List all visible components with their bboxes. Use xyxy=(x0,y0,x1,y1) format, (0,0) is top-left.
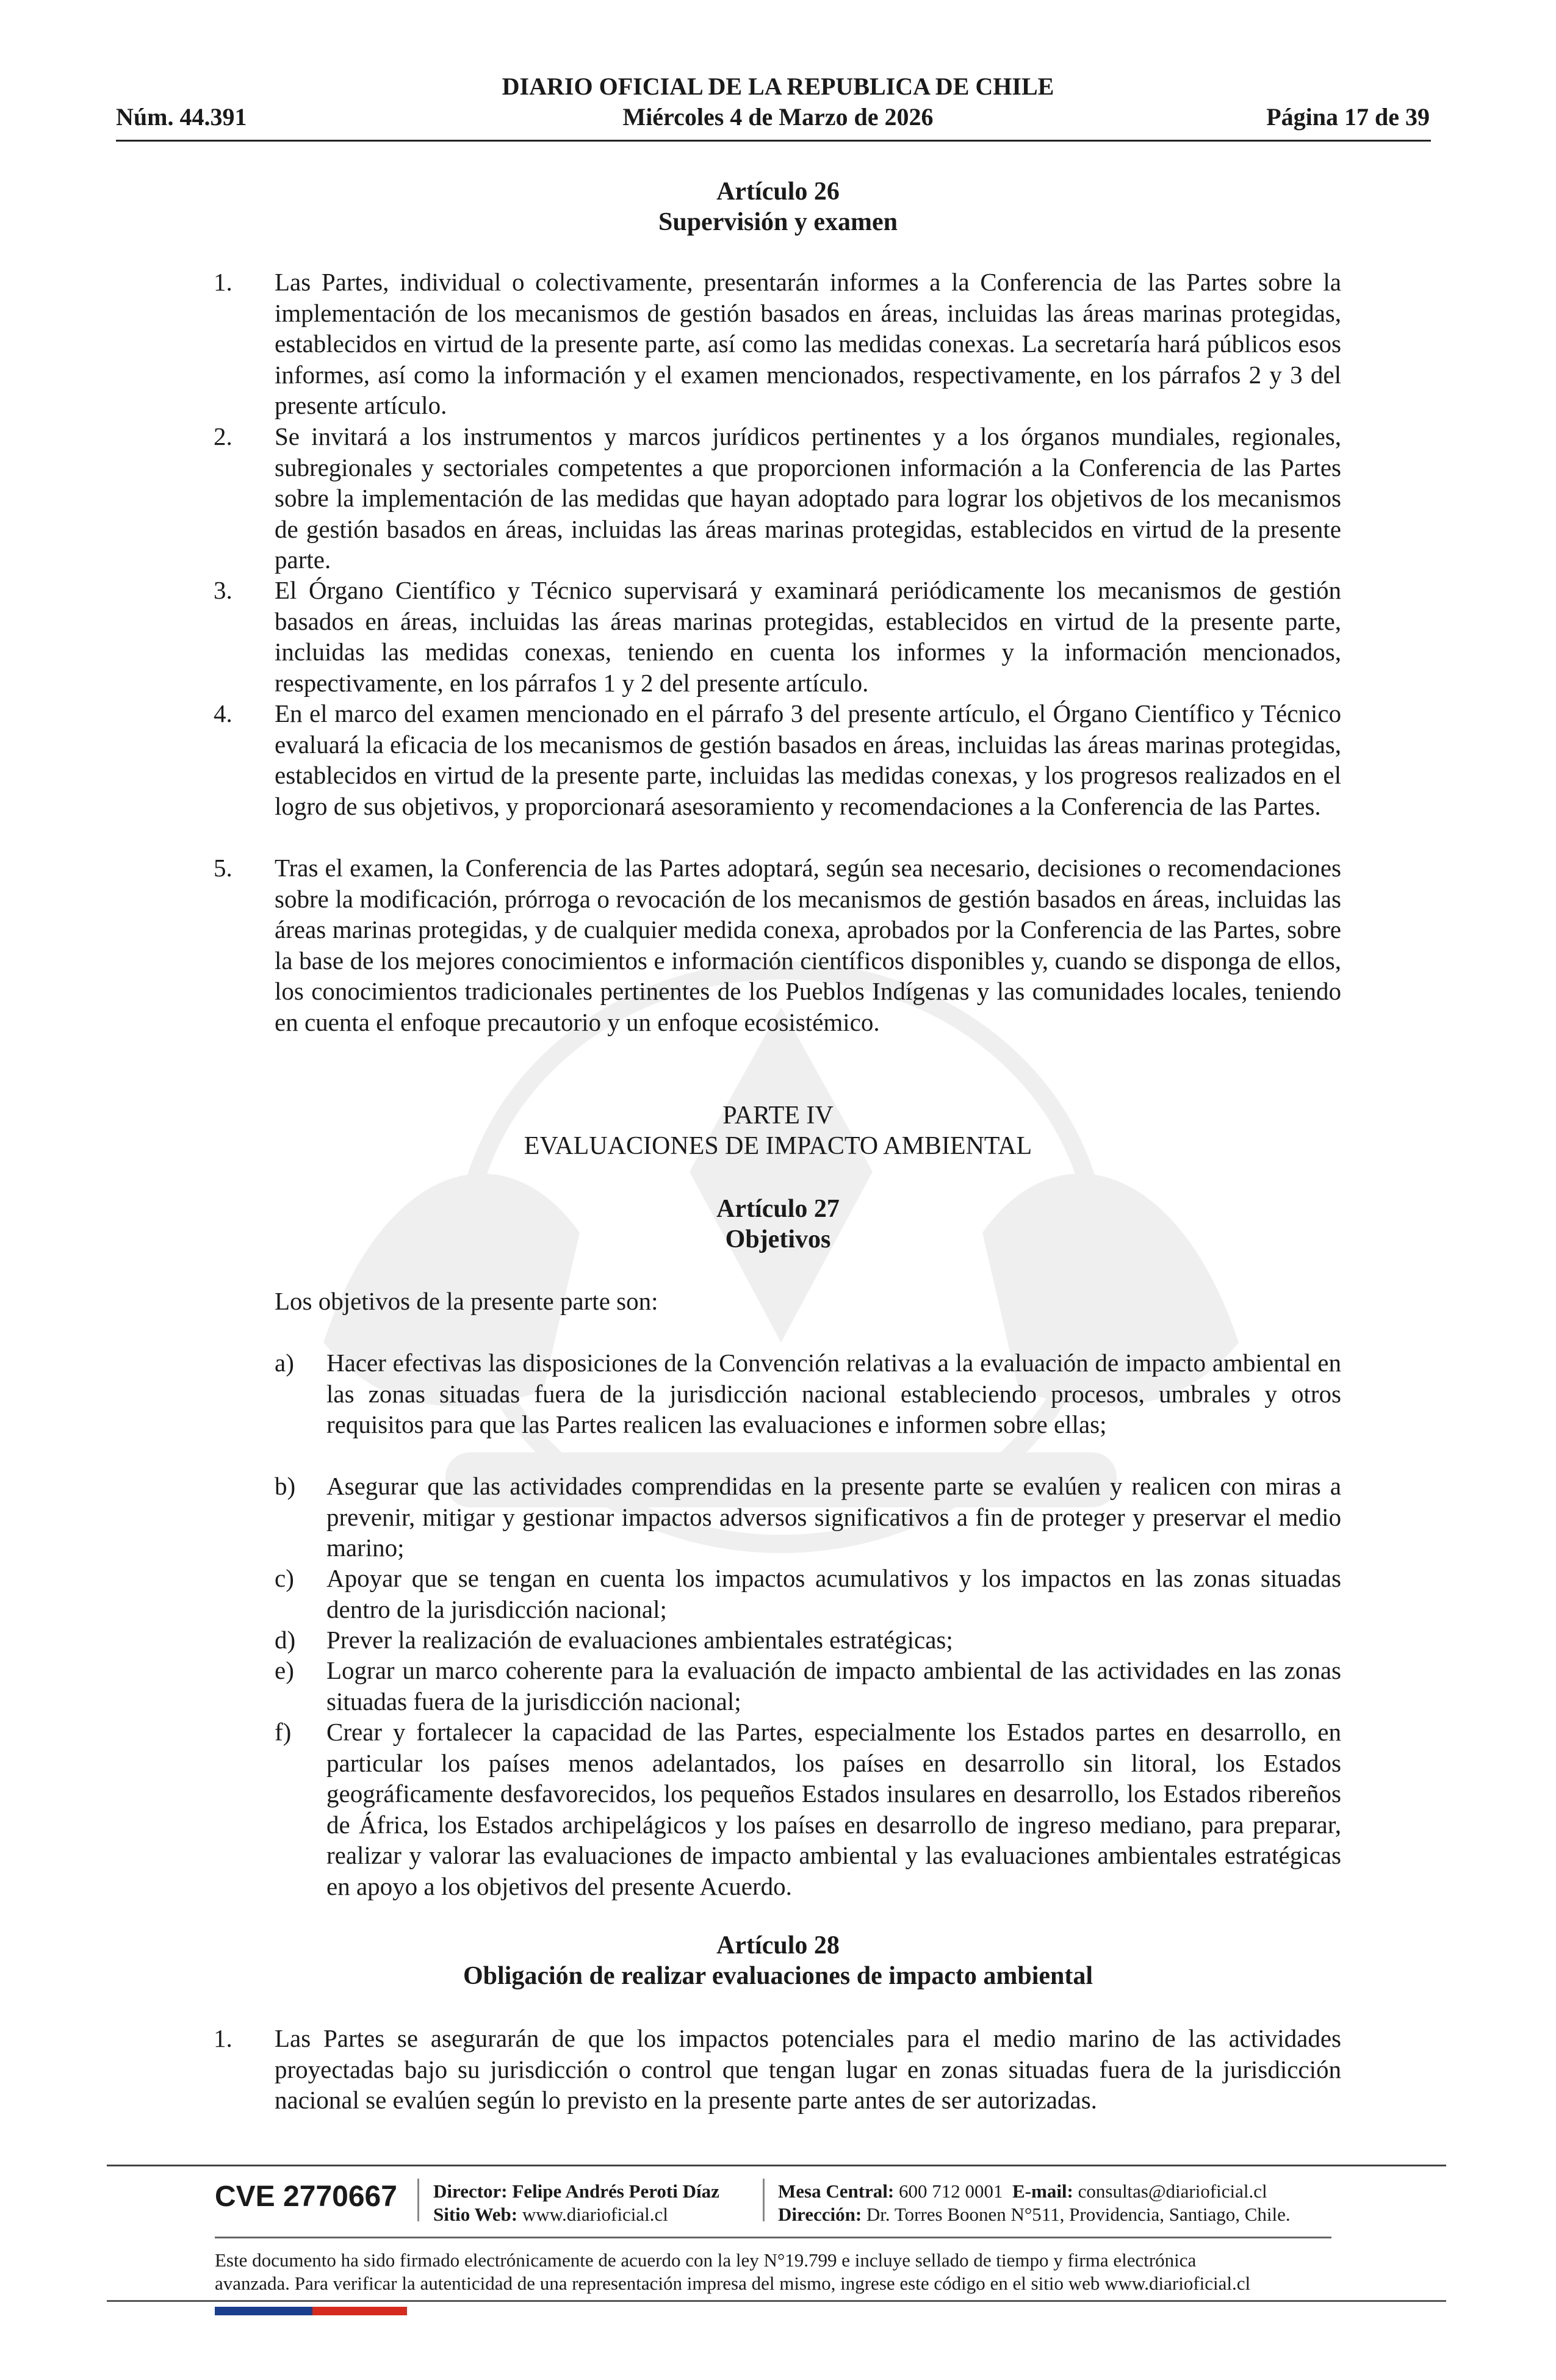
article-26-label: Artículo 26 xyxy=(716,178,840,206)
article-28-label: Artículo 28 xyxy=(716,1931,840,1960)
article-26-heading: Supervisión y examen xyxy=(658,208,898,236)
legal-line-2: avanzada. Para verificar la autenticidad de una representación impresa del mismo, ingrese este código en el sitio web www.diarioficial.cl xyxy=(215,2273,1251,2294)
article-27-item-a: Hacer efectivas las disposiciones de la Convención relativas a la evaluación de impacto ambiental en las zonas situadas fuera de la jurisdicción nacional estableciendo procesos, umbrales y otros requisitos para que las Partes realicen las evaluaciones e informen sobre ellas; xyxy=(326,1349,1341,1438)
footer-divider-middle xyxy=(215,2237,1331,2238)
flag-stripe-blue xyxy=(215,2307,312,2315)
item-letter: a) xyxy=(275,1349,294,1377)
footer-separator xyxy=(417,2179,419,2221)
article-26-paragraph-1: Las Partes, individual o colectivamente, presentarán informes a la Conferencia de las Partes sobre la implementación de los mecanismos de gestión basados en áreas, incluidas las áreas marinas protegidas, establecidos en virtud de la presente parte, así como las medidas conexas. La secretaría hará públicos esos informes, así como la información y el examen mencionados, respectivamente, en los párrafos 2 y 3 del presente artículo. xyxy=(275,268,1341,419)
flag-stripe-red xyxy=(312,2307,407,2315)
article-27-item-b: Asegurar que las actividades comprendidas en la presente parte se evalúen y realicen con miras a prevenir, mitigar y gestionar impactos adversos significativos a fin de proteger y preservar el medio marino; xyxy=(326,1472,1341,1562)
phone-value: 600 712 0001 xyxy=(899,2180,1003,2202)
address-value: Dr. Torres Boonen N°511, Providencia, Santiago, Chile. xyxy=(866,2204,1291,2225)
article-26-paragraph-2: Se invitará a los instrumentos y marcos jurídicos pertinentes y a los órganos mundiales, regionales, subregionales y sectoriales competentes a que proporcionen información a la Conferencia de las Partes sobre la implementación de las medidas que hayan adoptado para lograr los objetivos de los mecanismos de gestión basados en áreas, incluidas las áreas marinas protegidas, establecidos en virtud de la presente parte. xyxy=(275,422,1341,574)
item-number: 1. xyxy=(214,2024,232,2052)
email-link[interactable]: consultas@diarioficial.cl xyxy=(1078,2180,1267,2202)
legal-line-1: Este documento ha sido firmado electrónicamente de acuerdo con la ley N°19.799 e incluye sellado de tiempo y firma electrónica xyxy=(215,2249,1197,2271)
article-26-paragraph-5: Tras el examen, la Conferencia de las Partes adoptará, según sea necesario, decisiones o recomendaciones sobre la modificación, prórroga o revocación de los mecanismos de gestión basados en áreas, incluidas las áreas marinas protegidas, y de cualquier medida conexa, aprobados por la Conferencia de las Partes, sobre la base de los mejores conocimientos e información científicos disponibles y, cuando se disponga de ellos, los conocimientos tradicionales pertinentes de los Pueblos Indígenas y las comunidades locales, teniendo en cuenta el enfoque precautorio y un enfoque ecosistémico. xyxy=(275,854,1341,1036)
address-label: Dirección: xyxy=(778,2204,862,2225)
phone-label: Mesa Central: xyxy=(778,2180,895,2202)
article-27-item-c: Apoyar que se tengan en cuenta los impactos acumulativos y los impactos en las zonas situadas dentro de la jurisdicción nacional; xyxy=(326,1564,1341,1623)
legal-notice xyxy=(215,2249,1331,2295)
item-number: 3. xyxy=(214,576,232,604)
page-number: Página 17 de 39 xyxy=(1266,103,1430,131)
item-letter: c) xyxy=(275,1564,294,1592)
footer-separator xyxy=(763,2179,765,2221)
article-27-item-d: Prever la realización de evaluaciones ambientales estratégicas; xyxy=(326,1626,953,1654)
site-label: Sitio Web: xyxy=(433,2204,518,2225)
cve-code: CVE 2770667 xyxy=(215,2180,397,2213)
article-27-item-f: Crear y fortalecer la capacidad de las Partes, especialmente los Estados partes en desarrollo, en particular los países menos adelantados, los países en desarrollo sin litoral, los Estados geográficamente desfavorecidos, los pequeños Estados insulares en desarrollo, los Estados ribereños de África, los Estados archipelágicos y los países en desarrollo de ingreso mediano, para preparar, realizar y valorar las evaluaciones de impacto ambiental y las evaluaciones ambientales estratégicas en apoyo a los objetivos del presente Acuerdo. xyxy=(326,1718,1341,1900)
article-28-heading: Obligación de realizar evaluaciones de impacto ambiental xyxy=(463,1962,1093,1990)
item-number: 2. xyxy=(214,422,232,450)
article-28-paragraph-1: Las Partes se asegurarán de que los impactos potenciales para el medio marino de las actividades proyectadas bajo su jurisdicción o control que tengan lugar en zonas situadas fuera de la jurisdicción nacional se evalúen según lo previsto en la presente parte antes de ser autorizadas. xyxy=(275,2024,1341,2114)
issue-number: Núm. 44.391 xyxy=(116,103,247,131)
article-26-paragraph-4: En el marco del examen mencionado en el párrafo 3 del presente artículo, el Órgano Científico y Técnico evaluará la eficacia de los mecanismos de gestión basados en áreas, incluidas las áreas marinas protegidas, establecidos en virtud de la presente parte, incluidas las medidas conexas, y los progresos realizados en el logro de sus objetivos, y proporcionará asesoramiento y recomendaciones a la Conferencia de las Partes. xyxy=(275,699,1341,820)
email-label: E-mail: xyxy=(1012,2180,1073,2202)
article-27-intro: Los objetivos de la presente parte son: xyxy=(275,1287,658,1315)
article-26-paragraph-3: El Órgano Científico y Técnico supervisará y examinará periódicamente los mecanismos de gestión basados en áreas, incluidas las áreas marinas protegidas, establecidos en virtud de la presente parte, incluidas las medidas conexas, teniendo en cuenta los informes y la información mencionados, respectivamente, en los párrafos 1 y 2 del presente artículo. xyxy=(275,576,1341,697)
part-label: PARTE IV xyxy=(722,1102,834,1130)
part-title: EVALUACIONES DE IMPACTO AMBIENTAL xyxy=(524,1132,1032,1160)
item-letter: b) xyxy=(275,1472,296,1500)
footer-divider-top xyxy=(107,2165,1446,2166)
footer-contact-column xyxy=(778,2180,1291,2226)
item-letter: e) xyxy=(275,1656,294,1684)
article-27-label: Artículo 27 xyxy=(716,1195,840,1223)
article-27-item-e: Lograr un marco coherente para la evaluación de impacto ambiental de las actividades en las zonas situadas fuera de la jurisdicción nacional; xyxy=(326,1656,1341,1715)
director-name: Felipe Andrés Peroti Díaz xyxy=(512,2180,719,2202)
footer-director-column xyxy=(433,2180,719,2226)
publication-date: Miércoles 4 de Marzo de 2026 xyxy=(622,103,934,131)
article-27-heading: Objetivos xyxy=(725,1225,831,1253)
item-letter: f) xyxy=(275,1718,292,1746)
header-divider xyxy=(116,140,1431,142)
site-link[interactable]: www.diarioficial.cl xyxy=(522,2204,668,2225)
item-number: 5. xyxy=(214,854,232,882)
item-number: 4. xyxy=(214,699,232,727)
publication-title: DIARIO OFICIAL DE LA REPUBLICA DE CHILE xyxy=(502,73,1054,100)
footer-divider-bottom xyxy=(107,2300,1446,2302)
item-number: 1. xyxy=(214,268,232,296)
item-letter: d) xyxy=(275,1626,296,1654)
director-label: Director: xyxy=(433,2180,508,2202)
